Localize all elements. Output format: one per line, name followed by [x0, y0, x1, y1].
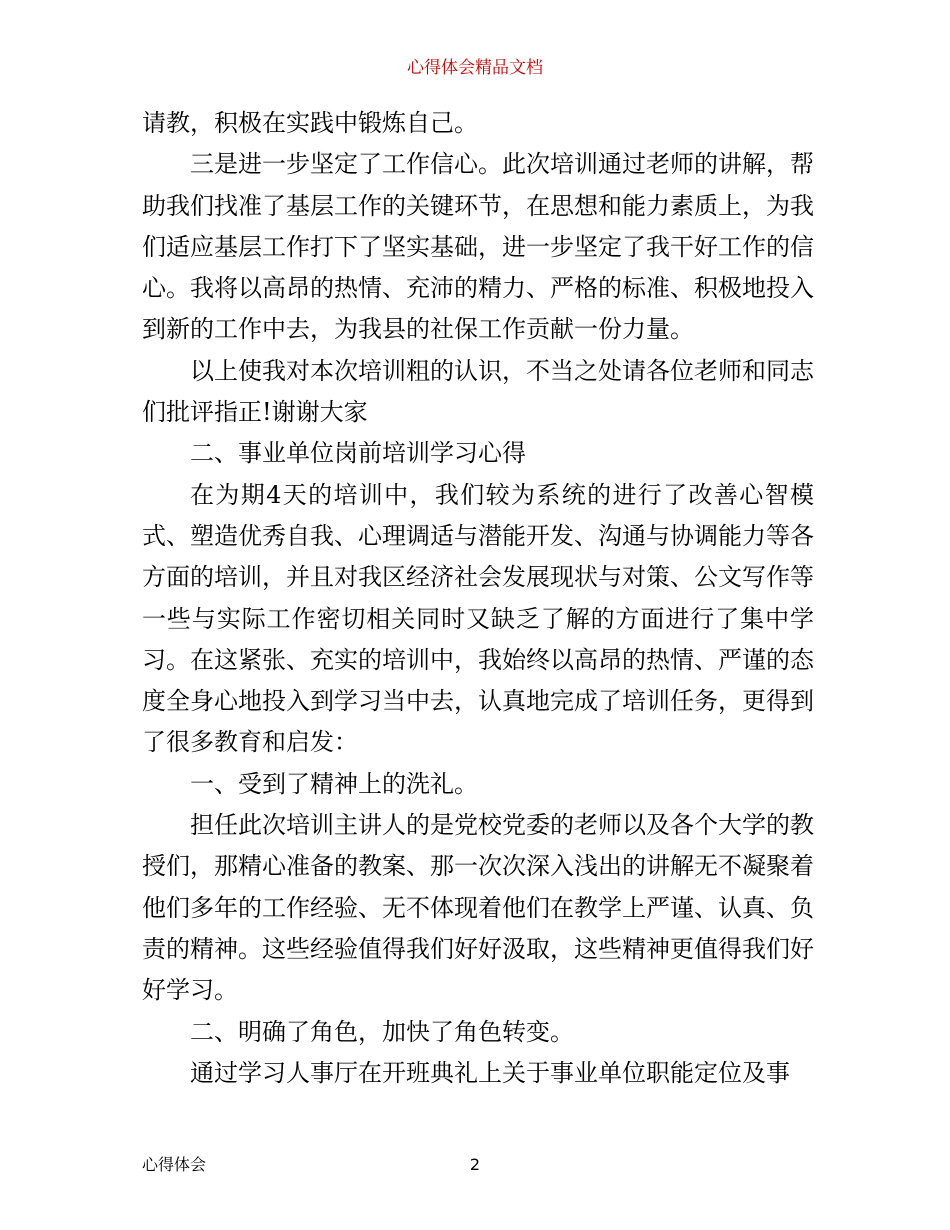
subheading-1: 一、受到了精神上的洗礼。	[190, 769, 478, 798]
page-header-title: 心得体会精品文档	[407, 58, 543, 78]
paragraph-7: 担任此次培训主讲人的是党校党委的老师以及各个大学的教授们，那精心准备的教案、那一次次深入浅出的讲解无不凝聚着他们多年的工作经验、无不体现着他们在教学上严谨、认真、负责的精神。这些经验值得我们好好汲取，这些精神更值得我们好好学习。	[142, 811, 814, 1005]
section-heading-2: 二、事业单位岗前培训学习心得	[190, 439, 526, 468]
subheading-2: 二、明确了角色，加快了角色转变。	[190, 1017, 574, 1046]
page-number: 2	[469, 1155, 481, 1174]
paragraph-9: 通过学习人事厅在开班典礼上关于事业单位职能定位及事	[190, 1058, 790, 1087]
paragraph-3: 以上使我对本次培训粗的认识，不当之处请各位老师和同志们批评指正!谢谢大家	[142, 356, 814, 427]
document-body	[142, 103, 814, 1094]
footer-label: 心得体会	[142, 1155, 207, 1174]
paragraph-5: 在为期4天的培训中，我们较为系统的进行了改善心智模式、塑造优秀自我、心理调适与潜能开发、沟通与协调能力等各方面的培训，并且对我区经济社会发展现状与对策、公文写作等一些与实际工作密切相关同时又缺乏了解的方面进行了集中学习。在这紧张、充实的培训中，我始终以高昂的热情、严谨的态度全身心地投入到学习当中去，认真地完成了培训任务，更得到了很多教育和启发：	[142, 480, 814, 757]
paragraph-2: 三是进一步坚定了工作信心。此次培训通过老师的讲解，帮助我们找准了基层工作的关键环节，在思想和能力素质上，为我们适应基层工作打下了坚实基础，进一步坚定了我干好工作的信心。我将以高昂的热情、充沛的精力、严格的标准、积极地投入到新的工作中去，为我县的社保工作贡献一份力量。	[142, 150, 814, 344]
paragraph-1: 请教，积极在实践中锻炼自己。	[142, 109, 478, 137]
